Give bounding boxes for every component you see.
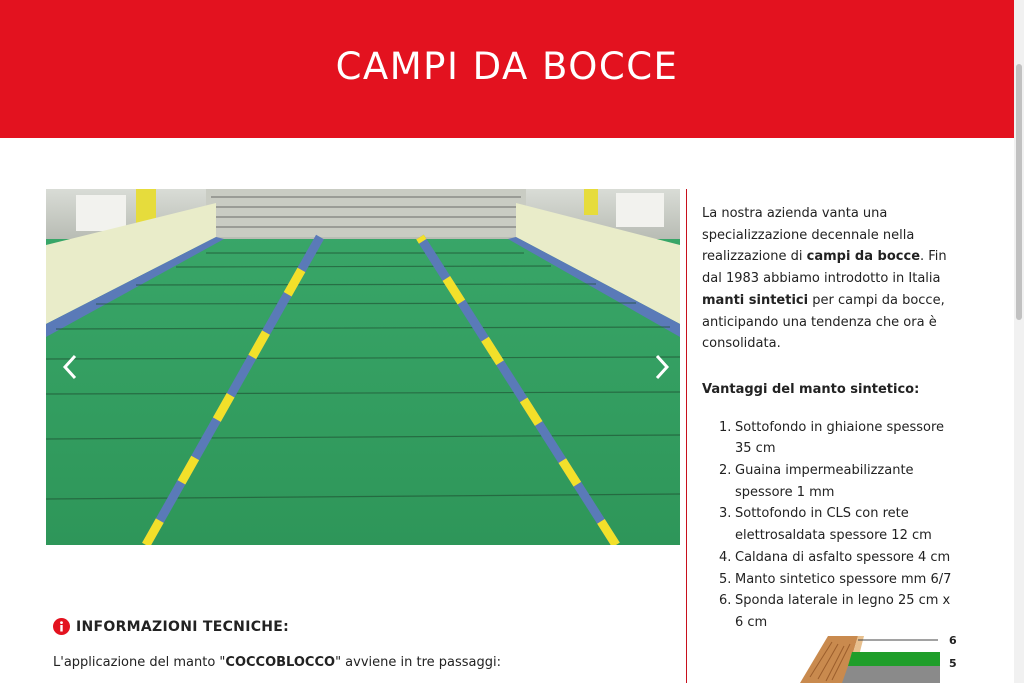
list-item: 5. Manto sintetico spessore mm 6/7: [719, 571, 952, 587]
advantages-title: Vantaggi del manto sintetico:: [702, 381, 920, 397]
list-item: 2. Guaina impermeabilizzante spessore 1 mm: [719, 463, 914, 500]
column-divider: [686, 189, 687, 683]
bocce-court-photo: [46, 189, 680, 545]
scrollbar[interactable]: [1014, 0, 1024, 683]
list-item: 3. Sottofondo in CLS con rete elettrosaldata spessore 12 cm: [719, 506, 932, 544]
image-slider: [46, 189, 680, 545]
list-item: 6. Sponda laterale in legno 25 cm x 6 cm: [719, 593, 951, 630]
technical-info-text: L'applicazione del manto "COCCOBLOCCO" avviene in tre passaggi:: [53, 655, 502, 670]
intro-paragraph: La nostra azienda vanta una specializzazione decennale nella realizzazione di campi da bocce. Fin dal 1983 abbiamo introdotto in Italia manti sintetici per campi da bocce, anticipando una tendenza che ora è consolidata.: [702, 206, 947, 352]
technical-info-heading: [53, 618, 289, 635]
description-column: [702, 203, 960, 634]
diagram-label-5: 5: [949, 657, 957, 670]
technical-info-title: INFORMAZIONI TECNICHE:: [76, 618, 290, 635]
slider-next-button[interactable]: [650, 355, 674, 379]
advantages-list: [702, 417, 960, 634]
info-icon: [53, 618, 70, 635]
page-title: CAMPI DA BOCCE: [335, 44, 679, 88]
chevron-right-icon: [654, 354, 670, 380]
list-item: 1. Sottofondo in ghiaione spessore 35 cm: [719, 419, 945, 457]
diagram-label-6: 6: [949, 634, 957, 647]
chevron-left-icon: [62, 354, 78, 380]
scrollbar-thumb[interactable]: [1016, 64, 1022, 320]
page-header-banner: [0, 0, 1014, 138]
slider-prev-button[interactable]: [58, 355, 82, 379]
list-item: 4. Caldana di asfalto spessore 4 cm: [719, 549, 951, 565]
brand-name: COCCOBLOCCO: [225, 655, 336, 670]
layer-section-diagram: [770, 632, 970, 683]
